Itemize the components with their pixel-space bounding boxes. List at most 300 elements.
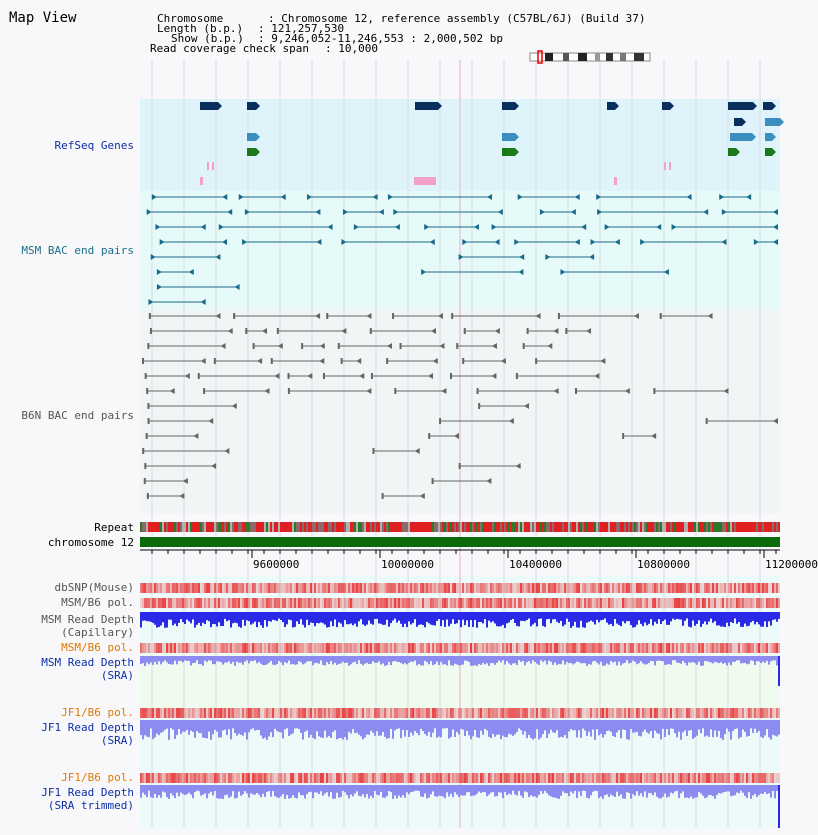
jf1-b6-pol-heat-2: [694, 773, 696, 783]
repeat-segment: [464, 522, 466, 532]
repeat-segment: [392, 522, 394, 532]
dbsnp-heat: [456, 583, 458, 593]
msm-depth-sra-bar: [478, 656, 480, 664]
dbsnp-heat: [692, 583, 694, 593]
ideogram-band: [578, 53, 587, 61]
jf1-depth-trim-bar: [374, 785, 376, 791]
repeat-segment: [316, 522, 318, 532]
jf1-depth-trim-bar: [432, 785, 434, 791]
jf1-b6-pol-heat: [184, 708, 186, 718]
msm-b6-pol-heat-2: [650, 643, 652, 653]
msm-depth-capillary-bar: [524, 612, 526, 621]
jf1-depth-sra-bar: [318, 720, 320, 736]
msm-b6-pol-heat: [294, 598, 296, 608]
track-label-jf1-b6-pol[interactable]: JF1/B6 pol.: [61, 706, 134, 719]
jf1-b6-pol-heat-2: [362, 773, 364, 783]
jf1-b6-pol-heat: [376, 708, 378, 718]
track-label-msm-bac[interactable]: MSM BAC end pairs: [21, 244, 134, 257]
dbsnp-heat: [412, 583, 414, 593]
dbsnp-heat: [560, 583, 562, 593]
jf1-b6-pol-heat: [744, 708, 746, 718]
jf1-depth-sra-bar: [544, 720, 546, 730]
msm-depth-sra-bar: [254, 656, 256, 660]
msm-depth-sra-bar: [192, 656, 194, 663]
jf1-depth-trim-bar: [410, 785, 412, 792]
jf1-b6-pol-heat-2: [186, 773, 188, 783]
msm-depth-capillary-bar: [694, 612, 696, 626]
repeat-segment: [754, 522, 756, 532]
track-label-msm-b6-pol-2[interactable]: MSM/B6 pol.: [61, 641, 134, 654]
dbsnp-heat: [348, 583, 350, 593]
jf1-depth-trim-bar: [164, 785, 166, 793]
msm-b6-pol-heat: [420, 598, 422, 608]
jf1-depth-trim-bar: [486, 785, 488, 796]
track-label-jf1-b6-pol-2[interactable]: JF1/B6 pol.: [61, 771, 134, 784]
msm-depth-sra-bar: [232, 656, 234, 662]
jf1-b6-pol-heat-2: [424, 773, 426, 783]
msm-b6-pol-heat-2: [252, 643, 254, 653]
msm-b6-pol-heat: [304, 598, 306, 608]
track-label-msm-depth-sra[interactable]: MSM Read Depth: [41, 656, 134, 669]
dbsnp-heat: [542, 583, 544, 593]
jf1-depth-sra-bar: [518, 720, 520, 728]
msm-b6-pol-heat: [738, 598, 740, 608]
msm-b6-pol-heat-2: [216, 643, 218, 653]
dbsnp-heat: [288, 583, 290, 593]
jf1-b6-pol-heat: [358, 708, 360, 718]
jf1-b6-pol-heat: [406, 708, 408, 718]
jf1-depth-sra-bar: [434, 720, 436, 728]
jf1-b6-pol-heat-2: [672, 773, 674, 783]
jf1-b6-pol-heat-2: [766, 773, 768, 783]
msm-depth-capillary-bar: [478, 612, 480, 622]
msm-depth-sra-bar: [718, 656, 720, 663]
msm-b6-pol-heat-2: [430, 643, 432, 653]
msm-b6-pol-heat-2: [360, 643, 362, 653]
jf1-b6-pol-heat-2: [404, 773, 406, 783]
jf1-depth-trim-bar: [452, 785, 454, 797]
jf1-depth-trim-bar: [760, 785, 762, 793]
jf1-b6-pol-heat: [598, 708, 600, 718]
msm-depth-capillary-bar: [322, 612, 324, 623]
jf1-b6-pol-heat-2: [440, 773, 442, 783]
track-label-jf1-depth-trim[interactable]: JF1 Read Depth: [41, 786, 134, 799]
jf1-depth-sra-bar: [534, 720, 536, 738]
jf1-depth-trim-bar: [434, 785, 436, 796]
jf1-depth-trim-bar: [748, 785, 750, 792]
repeat-segment: [768, 522, 770, 532]
jf1-b6-pol-heat-2: [736, 773, 738, 783]
jf1-depth-sra-bar: [144, 720, 146, 735]
msm-b6-pol-heat: [204, 598, 206, 608]
jf1-depth-sra-bar: [552, 720, 554, 732]
msm-depth-capillary-bar: [448, 612, 450, 626]
msm-b6-pol-heat: [300, 598, 302, 608]
msm-b6-pol-heat-2: [536, 643, 538, 653]
jf1-depth-trim-bar: [680, 785, 682, 793]
msm-b6-pol-heat: [580, 598, 582, 608]
msm-b6-pol-heat: [548, 598, 550, 608]
msm-b6-pol-heat-2: [570, 643, 572, 653]
msm-b6-pol-heat-2: [358, 643, 360, 653]
jf1-depth-trim-bar: [294, 785, 296, 798]
jf1-b6-pol-heat: [554, 708, 556, 718]
dbsnp-heat: [422, 583, 424, 593]
jf1-b6-pol-heat-2: [150, 773, 152, 783]
jf1-b6-pol-heat: [208, 708, 210, 718]
msm-depth-capillary-bar: [402, 612, 404, 627]
msm-b6-pol-heat-2: [714, 643, 716, 653]
dbsnp-heat: [638, 583, 640, 593]
repeat-segment: [548, 522, 550, 532]
jf1-b6-pol-heat-2: [158, 773, 160, 783]
dbsnp-heat: [140, 583, 142, 593]
jf1-depth-sra-bar: [382, 720, 384, 732]
repeat-segment: [322, 522, 324, 532]
msm-b6-pol-heat-2: [378, 643, 380, 653]
msm-depth-sra-bar: [586, 656, 588, 666]
repeat-segment: [348, 522, 350, 532]
msm-depth-capillary-bar: [756, 612, 758, 622]
dbsnp-heat: [336, 583, 338, 593]
dbsnp-heat: [148, 583, 150, 593]
msm-depth-sra-bar: [724, 656, 726, 663]
jf1-b6-pol-heat-2: [202, 773, 204, 783]
dbsnp-heat: [652, 583, 654, 593]
msm-b6-pol-heat: [448, 598, 450, 608]
repeat-segment: [436, 522, 438, 532]
msm-depth-capillary-bar: [516, 612, 518, 626]
b6n-bac-end: [203, 388, 205, 394]
jf1-depth-sra-bar: [548, 720, 550, 734]
msm-depth-sra-bar: [582, 656, 584, 663]
jf1-depth-trim-bar: [190, 785, 192, 795]
msm-b6-pol-heat-2: [166, 643, 168, 653]
msm-b6-pol-heat-2: [262, 643, 264, 653]
jf1-depth-trim-bar: [200, 785, 202, 796]
repeat-segment: [270, 522, 272, 532]
msm-depth-capillary-bar: [154, 612, 156, 625]
track-label-msm-depth-cap[interactable]: MSM Read Depth: [41, 613, 134, 626]
jf1-depth-sra-bar: [170, 720, 172, 728]
jf1-depth-sra-bar: [182, 720, 184, 732]
msm-b6-pol-heat: [718, 598, 720, 608]
repeat-segment: [280, 522, 282, 532]
dbsnp-heat: [566, 583, 568, 593]
msm-depth-sra-bar: [296, 656, 298, 664]
jf1-depth-trim-bar: [352, 785, 354, 796]
dbsnp-heat: [612, 583, 614, 593]
msm-depth-capillary-bar: [376, 612, 378, 619]
jf1-depth-sra-bar: [752, 720, 754, 733]
msm-b6-pol-heat: [402, 598, 404, 608]
jf1-depth-sra-bar: [652, 720, 654, 738]
dbsnp-heat: [474, 583, 476, 593]
track-label-msm-b6-pol[interactable]: MSM/B6 pol.: [61, 596, 134, 609]
jf1-b6-pol-heat-2: [696, 773, 698, 783]
jf1-depth-sra-bar: [710, 720, 712, 729]
dbsnp-heat: [378, 583, 380, 593]
msm-depth-sra-bar: [572, 656, 574, 664]
msm-b6-pol-heat-2: [414, 643, 416, 653]
msm-depth-capillary-bar: [592, 612, 594, 622]
msm-depth-capillary-bar: [518, 612, 520, 626]
msm-b6-pol-heat: [270, 598, 272, 608]
msm-depth-sra-bar: [406, 656, 408, 664]
jf1-depth-sra-bar: [408, 720, 410, 737]
msm-b6-pol-heat-2: [486, 643, 488, 653]
msm-b6-pol-heat-2: [728, 643, 730, 653]
msm-depth-capillary-bar: [724, 612, 726, 627]
msm-b6-pol-heat-2: [742, 643, 744, 653]
msm-b6-pol-heat-2: [694, 643, 696, 653]
jf1-depth-sra-bar: [576, 720, 578, 737]
repeat-segment: [360, 522, 362, 532]
jf1-b6-pol-heat: [144, 708, 146, 718]
msm-depth-sra-bar: [558, 656, 560, 664]
jf1-depth-trim-bar: [342, 785, 344, 791]
repeat-segment: [170, 522, 172, 532]
jf1-depth-trim-bar: [500, 785, 502, 793]
msm-depth-capillary-bar: [184, 612, 186, 624]
jf1-depth-sra-bar: [732, 720, 734, 731]
jf1-b6-pol-heat: [232, 708, 234, 718]
jf1-b6-pol-heat: [452, 708, 454, 718]
msm-b6-pol-heat: [382, 598, 384, 608]
repeat-segment: [354, 522, 356, 532]
jf1-depth-sra-bar: [692, 720, 694, 739]
msm-depth-capillary-bar: [298, 612, 300, 624]
jf1-b6-pol-heat: [166, 708, 168, 718]
dbsnp-heat: [522, 583, 524, 593]
msm-depth-sra-bar: [226, 656, 228, 662]
repeat-segment: [244, 522, 246, 532]
msm-b6-pol-heat-2: [230, 643, 232, 653]
msm-depth-capillary-bar: [534, 612, 536, 623]
jf1-b6-pol-heat-2: [588, 773, 590, 783]
repeat-segment: [608, 522, 610, 532]
jf1-b6-pol-heat-2: [486, 773, 488, 783]
msm-depth-sra-bar: [408, 656, 410, 663]
jf1-depth-trim-bar: [548, 785, 550, 795]
msm-b6-pol-heat-2: [324, 643, 326, 653]
track-label-dbsnp[interactable]: dbSNP(Mouse): [54, 581, 134, 594]
jf1-b6-pol-heat-2: [640, 773, 642, 783]
msm-b6-pol-heat: [696, 598, 698, 608]
msm-depth-sra-bar: [310, 656, 312, 661]
jf1-b6-pol-heat: [624, 708, 626, 718]
dbsnp-heat: [396, 583, 398, 593]
msm-depth-sra-bar: [404, 656, 406, 663]
msm-b6-pol-heat-2: [384, 643, 386, 653]
jf1-depth-sra-bar: [556, 720, 558, 730]
repeat-segment: [570, 522, 572, 532]
dbsnp-heat: [156, 583, 158, 593]
jf1-depth-sra-bar: [764, 720, 766, 735]
jf1-b6-pol-heat: [158, 708, 160, 718]
msm-b6-pol-heat-2: [596, 643, 598, 653]
jf1-b6-pol-heat-2: [430, 773, 432, 783]
msm-depth-capillary-bar: [178, 612, 180, 623]
dbsnp-heat: [648, 583, 650, 593]
msm-b6-pol-heat: [702, 598, 704, 608]
track-label-jf1-depth-sra[interactable]: JF1 Read Depth: [41, 721, 134, 734]
msm-depth-sra-bar: [416, 656, 418, 665]
jf1-depth-trim-bar: [326, 785, 328, 792]
jf1-b6-pol-heat: [760, 708, 762, 718]
msm-b6-pol-heat: [214, 598, 216, 608]
jf1-depth-sra-bar: [228, 720, 230, 729]
msm-b6-pol-heat-2: [386, 643, 388, 653]
dbsnp-heat: [142, 583, 144, 593]
msm-depth-sra-bar: [620, 656, 622, 665]
jf1-b6-pol-heat-2: [178, 773, 180, 783]
repeat-segment: [442, 522, 444, 532]
jf1-depth-trim-bar: [386, 785, 388, 796]
msm-b6-pol-heat: [542, 598, 544, 608]
repeat-segment: [468, 522, 470, 532]
repeat-segment: [520, 522, 522, 532]
jf1-depth-sra-bar: [338, 720, 340, 738]
jf1-b6-pol-heat-2: [358, 773, 360, 783]
jf1-b6-pol-heat: [660, 708, 662, 718]
jf1-depth-sra-bar: [414, 720, 416, 731]
jf1-depth-trim-bar: [638, 785, 640, 796]
msm-b6-pol-heat: [478, 598, 480, 608]
msm-depth-capillary-bar: [480, 612, 482, 622]
dbsnp-heat: [478, 583, 480, 593]
msm-b6-pol-heat-2: [656, 643, 658, 653]
jf1-depth-sra-bar: [390, 720, 392, 729]
repeat-segment: [206, 522, 208, 532]
msm-b6-pol-heat-2: [600, 643, 602, 653]
msm-depth-sra-bar: [260, 656, 262, 664]
jf1-depth-sra-bar: [724, 720, 726, 734]
msm-b6-pol-heat: [184, 598, 186, 608]
jf1-b6-pol-heat-2: [140, 773, 142, 783]
jf1-depth-sra-bar: [506, 720, 508, 737]
msm-depth-capillary-bar: [346, 612, 348, 624]
msm-b6-pol-heat-2: [268, 643, 270, 653]
msm-depth-capillary-bar: [166, 612, 168, 628]
msm-b6-pol-heat-2: [702, 643, 704, 653]
msm-b6-pol-heat: [592, 598, 594, 608]
b6n-bac-end: [456, 343, 458, 349]
dbsnp-heat: [606, 583, 608, 593]
axis-tick-label: 10000000: [381, 558, 434, 571]
msm-depth-sra-bar: [704, 656, 706, 661]
msm-depth-capillary-bar: [442, 612, 444, 620]
msm-depth-sra-bar: [546, 656, 548, 664]
jf1-depth-sra-bar: [460, 720, 462, 729]
msm-depth-capillary-bar: [192, 612, 194, 619]
jf1-b6-pol-heat: [628, 708, 630, 718]
jf1-depth-sra-bar: [654, 720, 656, 731]
dbsnp-heat: [642, 583, 644, 593]
jf1-b6-pol-heat-2: [384, 773, 386, 783]
msm-depth-sra-bar: [422, 656, 424, 666]
jf1-b6-pol-heat: [178, 708, 180, 718]
jf1-depth-sra-bar: [158, 720, 160, 735]
jf1-b6-pol-heat: [676, 708, 678, 718]
repeat-segment: [440, 522, 442, 532]
jf1-b6-pol-heat-2: [606, 773, 608, 783]
b6n-bac-end: [147, 493, 149, 499]
dbsnp-heat: [618, 583, 620, 593]
jf1-b6-pol-heat: [402, 708, 404, 718]
msm-b6-pol-heat: [764, 598, 766, 608]
jf1-depth-sra-bar: [316, 720, 318, 731]
jf1-depth-trim-bar: [160, 785, 162, 798]
msm-b6-pol-heat-2: [774, 643, 776, 653]
msm-depth-sra-spike: [778, 656, 780, 686]
msm-depth-sra-bar: [636, 656, 638, 664]
msm-b6-pol-heat: [150, 598, 152, 608]
repeat-segment: [158, 522, 160, 532]
jf1-b6-pol-heat-2: [742, 773, 744, 783]
msm-b6-pol-heat: [452, 598, 454, 608]
msm-b6-pol-heat-2: [546, 643, 548, 653]
msm-b6-pol-heat: [518, 598, 520, 608]
jf1-b6-pol-heat-2: [160, 773, 162, 783]
jf1-depth-sra-bar: [646, 720, 648, 733]
jf1-depth-sra-bar: [286, 720, 288, 728]
msm-depth-capillary-bar: [500, 612, 502, 626]
jf1-depth-sra-bar: [632, 720, 634, 733]
msm-depth-capillary-bar: [630, 612, 632, 625]
track-label-refseq[interactable]: RefSeq Genes: [54, 139, 134, 152]
jf1-b6-pol-heat: [418, 708, 420, 718]
dbsnp-heat: [600, 583, 602, 593]
jf1-depth-trim-bar: [304, 785, 306, 799]
jf1-b6-pol-heat-2: [194, 773, 196, 783]
jf1-depth-sra-bar: [438, 720, 440, 736]
jf1-depth-trim-bar: [524, 785, 526, 791]
jf1-depth-sra-bar: [754, 720, 756, 729]
jf1-b6-pol-heat-2: [356, 773, 358, 783]
jf1-b6-pol-heat-2: [410, 773, 412, 783]
jf1-b6-pol-heat: [182, 708, 184, 718]
msm-b6-pol-heat: [686, 598, 688, 608]
dbsnp-heat: [662, 583, 664, 593]
repeat-segment: [512, 522, 514, 532]
jf1-depth-sra-bar: [418, 720, 420, 735]
jf1-depth-sra-bar: [562, 720, 564, 737]
jf1-b6-pol-heat-2: [238, 773, 240, 783]
jf1-b6-pol-heat-2: [752, 773, 754, 783]
b6n-bac-end: [323, 373, 325, 379]
jf1-depth-sra-bar: [486, 720, 488, 730]
jf1-depth-sra-bar: [332, 720, 334, 732]
gene-feature: [607, 102, 615, 110]
jf1-b6-pol-heat-2: [674, 773, 676, 783]
jf1-depth-trim-bar: [270, 785, 272, 797]
jf1-b6-pol-heat: [614, 708, 616, 718]
repeat-segment: [740, 522, 742, 532]
msm-b6-pol-heat: [734, 598, 736, 608]
dbsnp-heat: [748, 583, 750, 593]
dbsnp-heat: [562, 583, 564, 593]
jf1-b6-pol-heat: [322, 708, 324, 718]
msm-depth-capillary-bar: [150, 612, 152, 622]
jf1-b6-pol-heat: [472, 708, 474, 718]
repeat-segment: [460, 522, 462, 532]
b6n-bac-end: [271, 358, 273, 364]
length-value: : 121,257,530: [258, 22, 345, 35]
dbsnp-heat: [614, 583, 616, 593]
dbsnp-heat: [388, 583, 390, 593]
track-label-b6n-bac[interactable]: B6N BAC end pairs: [21, 409, 134, 422]
